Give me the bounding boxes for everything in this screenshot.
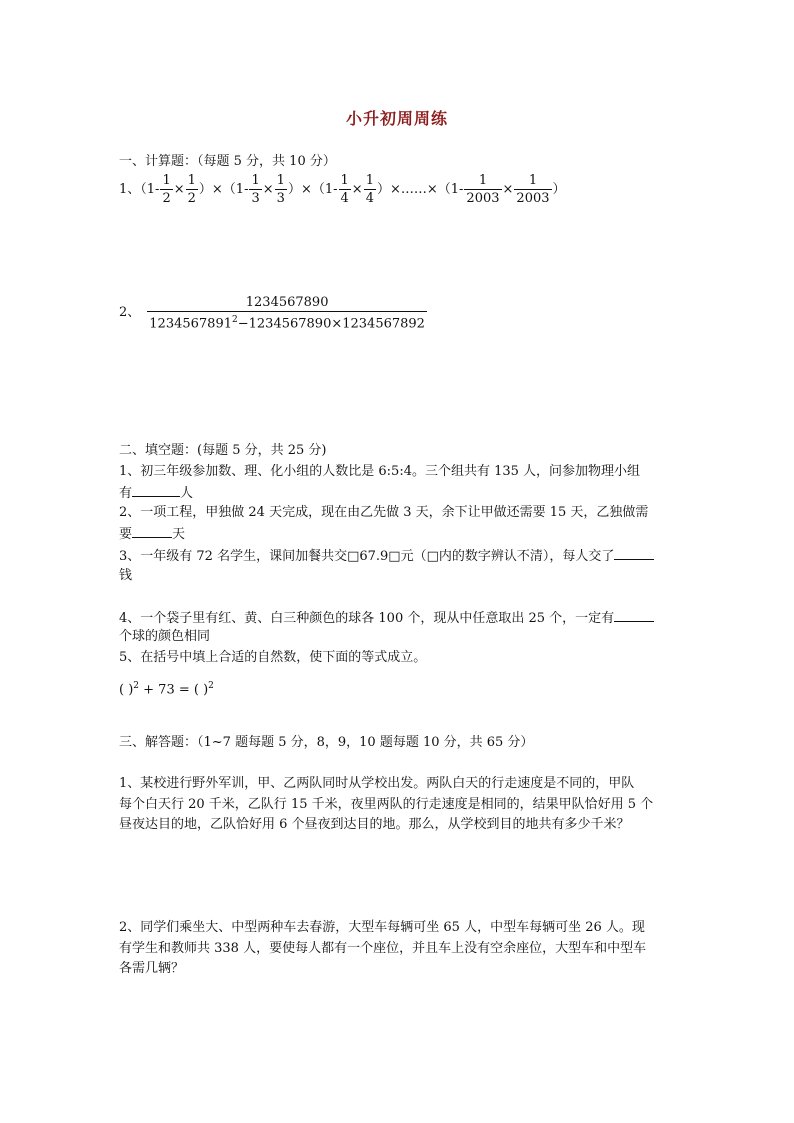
answer-blank[interactable] [132,523,172,538]
s3-q1-line2: 每个白天行 20 千米，乙队行 15 千米，夜里两队的行走速度是相同的，结果甲队恰好用 5 个 [119,797,654,812]
s2-q1-line2: 有 人 [119,482,193,504]
fraction-1-4: $\frac{1}{4}$ [365,173,374,206]
times-sign: × [351,181,363,197]
s3-q1-line3: 昼夜达目的地，乙队恰好用 6 个昼夜到达目的地。那么，从学校到目的地共有多少千米？ [119,817,630,832]
bracket-ellipsis: ）×……×（1- [376,181,464,197]
s2-q4-line2: 个球的颜色相同 [119,629,211,644]
fraction-1-2003: $\frac{1}{2003}$ [466,173,500,206]
s2-q3-line2: 钱 [119,568,133,583]
bracket-join: ）×（1- [287,181,338,197]
s3-q2-line3: 各需几辆？ [119,961,185,976]
s3-q2-line1: 2、同学们乘坐大、中型两种车去春游，大型车每辆可坐 65 人，中型车每辆可坐 26 人。现 [119,920,645,935]
section2-heading: 二、填空题：(每题 5 分，共 25 分) [119,443,327,458]
bracket-close: ） [552,181,566,197]
s2-q1-line1: 1、初三年级参加数、理、化小组的人数比是 6:5:4。三个组共有 135 人，问参加物理小组 [119,464,641,479]
section1-q2 [119,294,428,332]
bracket-join: ）×（1- [198,181,249,197]
big-fraction-denominator: $1234567891^2-1234567890\times 1234567892$ [149,315,425,332]
answer-blank[interactable] [614,545,654,560]
q1-prefix: 1、（1- [119,181,160,197]
fraction-1-2: $\frac{1}{2}$ [162,173,171,206]
times-sign: × [262,181,274,197]
answer-blank[interactable] [132,482,180,497]
q2-label: 2、 [119,305,141,321]
section1-heading: 一、计算题：（每题 5 分，共 10 分） [119,154,336,169]
fraction-1-2: $\frac{1}{2}$ [187,173,196,206]
s2-q2-line1: 2、一项工程，甲独做 24 天完成，现在由乙先做 3 天，余下让甲做还需要 15 天，乙独做需 [119,505,649,520]
fraction-1-2003: $\frac{1}{2003}$ [516,173,550,206]
section3-heading: 三、解答题：（1~7 题每题 5 分，8，9，10 题每题 10 分，共 65 分） [119,735,534,750]
s2-q5-line1: 5、在括号中填上合适的自然数，使下面的等式成立。 [119,650,427,665]
s3-q2-line2: 有学生和教师共 338 人，要使每人都有一个座位，并且车上没有空余座位，大型车和中型车 [119,941,647,956]
times-sign: × [502,181,514,197]
big-fraction-numerator: 1234567890 [147,294,427,312]
s2-q3-line1: 3、一年级有 72 名学生，课间加餐共交□67.9□元（□内的数字辨认不清），每人交了 [119,545,654,567]
answer-blank[interactable] [614,607,654,622]
fraction-1-3: $\frac{1}{3}$ [251,173,260,206]
s2-q2-line2: 要 天 [119,523,185,545]
s3-q1-line1: 1、某校进行野外军训，甲、乙两队同时从学校出发。两队白天的行走速度是不同的，甲队 [119,776,635,791]
times-sign: × [173,181,185,197]
s2-q5-equation: ( )$^2$ + 73 = ( )$^2$ [119,681,214,698]
fraction-1-4: $\frac{1}{4}$ [340,173,349,206]
section1-q1 [119,172,566,207]
s2-q4-line1: 4、一个袋子里有红、黄、白三种颜色的球各 100 个，现从中任意取出 25 个，一定有 [119,607,654,629]
page-title: 小升初周周练 [345,109,448,128]
big-fraction [147,294,427,332]
fraction-1-3: $\frac{1}{3}$ [276,173,285,206]
